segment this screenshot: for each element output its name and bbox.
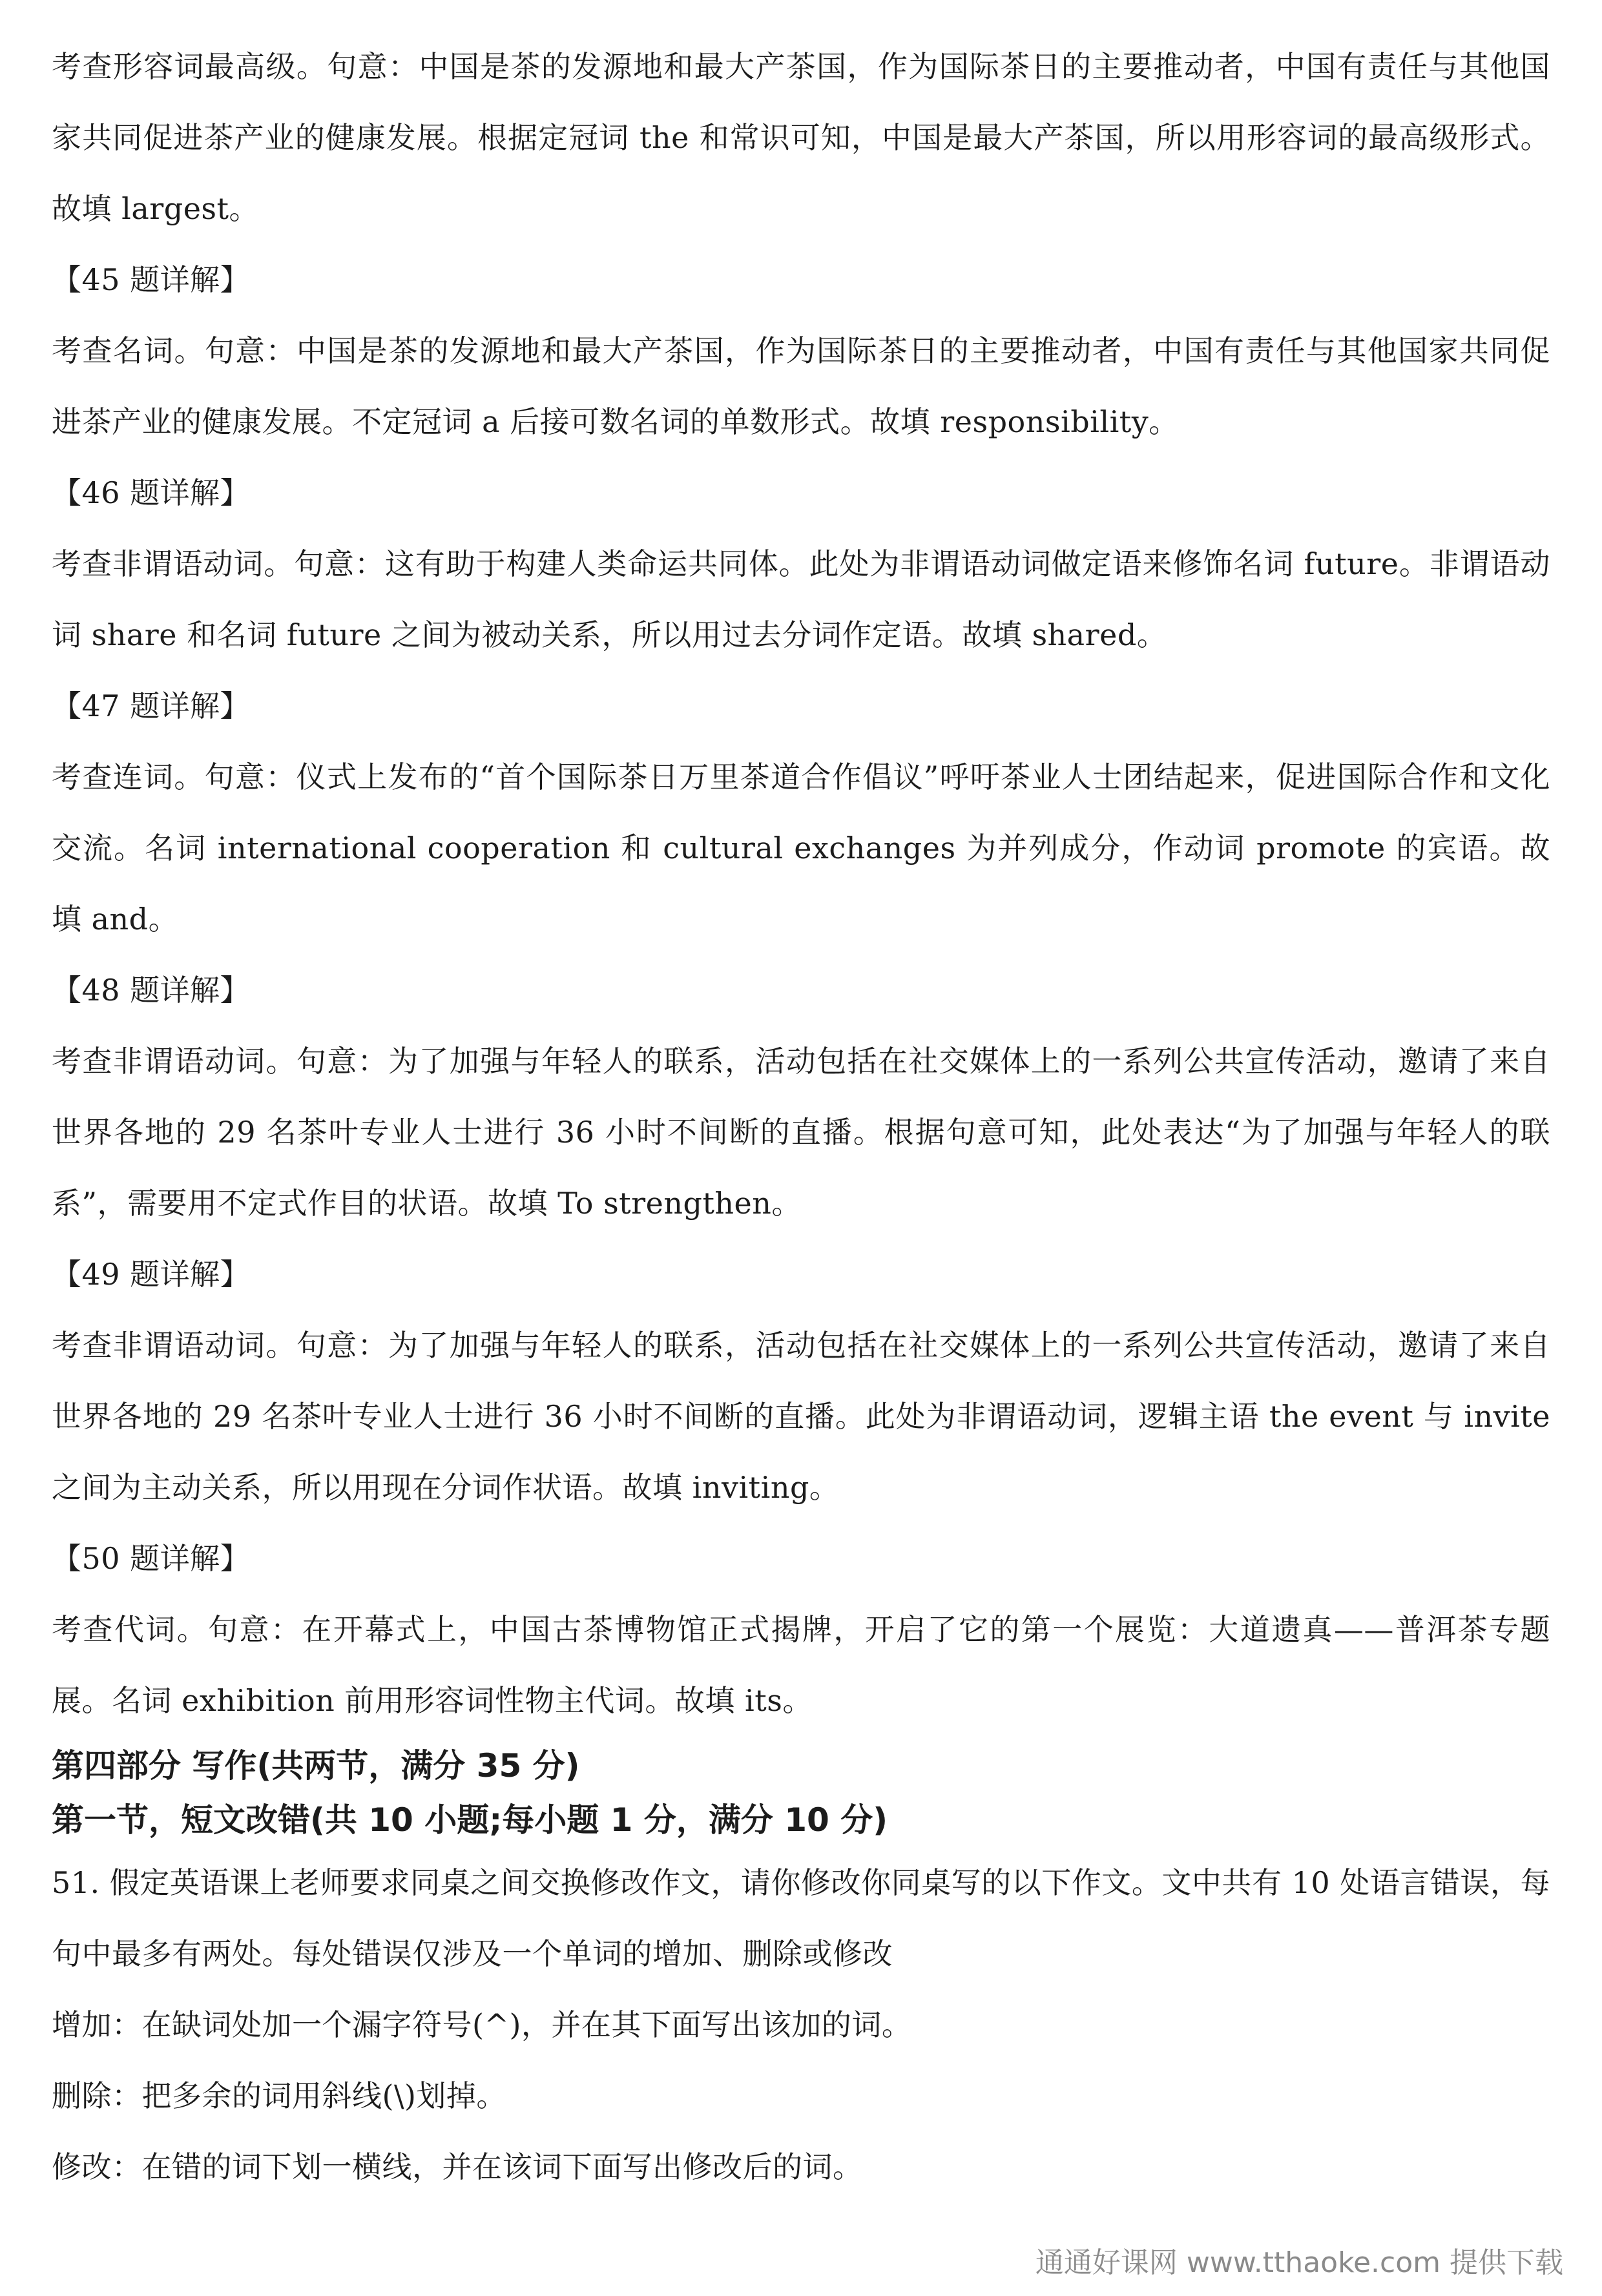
watermark-footer: 通通好课网 www.tthaoke.com 提供下载 [1035,2246,1563,2279]
heading-45: 【45 题详解】 [52,262,251,297]
explanation-49: 考查非谓语动词。句意：为了加强与年轻人的联系，活动包括在社交媒体上的一系列公共宣传活动，邀请了来自世界各地的 29 名茶叶专业人士进行 36 小时不间断的直播。此处为非谓语动词，逻辑主语 the event 与 invite 之间为主动关系，所以用现在分词作状语。故填 inviting。 [52,1328,1550,1505]
section-title-writing: 第四部分 写作(共两节，满分 35 分) [52,1747,580,1784]
explanation-46: 考查非谓语动词。句意：这有助于构建人类命运共同体。此处为非谓语动词做定语来修饰名词 future。非谓语动词 share 和名词 future 之间为被动关系，所以用过去分词作定语。故填 shared。 [52,546,1550,652]
explanation-47: 考查连词。句意：仪式上发布的“首个国际茶日万里茶道合作倡议”呼吁茶业人士团结起来，促进国际合作和文化交流。名词 international cooperation 和 cultural exchanges 为并列成分，作动词 promote 的宾语。故填 and。 [52,760,1550,936]
explanation-50: 考查代词。句意：在开幕式上，中国古茶博物馆正式揭牌，开启了它的第一个展览：大道遗真——普洱茶专题展。名词 exhibition 前用形容词性物主代词。故填 its。 [52,1612,1550,1718]
heading-48: 【48 题详解】 [52,973,251,1008]
explanation-48: 考查非谓语动词。句意：为了加强与年轻人的联系，活动包括在社交媒体上的一系列公共宣传活动，邀请了来自世界各地的 29 名茶叶专业人士进行 36 小时不间断的直播。根据句意可知，此处表达“为了加强与年轻人的联系”，需要用不定式作目的状语。故填 To strengthen。 [52,1044,1550,1221]
question-51: 51. 假定英语课上老师要求同桌之间交换修改作文，请你修改你同桌写的以下作文。文中共有 10 处语言错误，每句中最多有两处。每处错误仅涉及一个单词的增加、删除或修改 [52,1865,1550,1971]
explanation-45: 考查名词。句意：中国是茶的发源地和最大产茶国，作为国际茶日的主要推动者，中国有责任与其他国家共同促进茶产业的健康发展。不定冠词 a 后接可数名词的单数形式。故填 responsibility。 [52,333,1550,439]
instruction-delete: 删除：把多余的词用斜线(\)划掉。 [52,2078,506,2113]
heading-46: 【46 题详解】 [52,475,251,510]
instruction-add: 增加：在缺词处加一个漏字符号(^)，并在其下面写出该加的词。 [52,2007,912,2042]
explanation-44: 考查形容词最高级。句意：中国是茶的发源地和最大产茶国，作为国际茶日的主要推动者，中国有责任与其他国家共同促进茶产业的健康发展。根据定冠词 the 和常识可知，中国是最大产茶国，所以用形容词的最高级形式。故填 largest。 [52,49,1550,226]
document-body [52,31,1550,2202]
section-title-error-correction: 第一节，短文改错(共 10 小题;每小题 1 分，满分 10 分) [52,1801,888,1839]
heading-47: 【47 题详解】 [52,688,251,723]
heading-50: 【50 题详解】 [52,1541,251,1576]
instruction-modify: 修改：在错的词下划一横线，并在该词下面写出修改后的词。 [52,2149,863,2184]
heading-49: 【49 题详解】 [52,1257,251,1292]
